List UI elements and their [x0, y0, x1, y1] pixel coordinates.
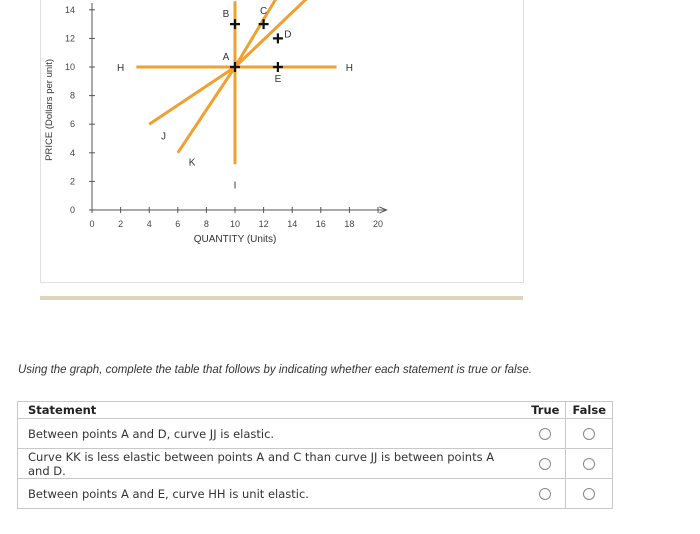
- point-label-d: D: [284, 29, 292, 41]
- table-row: [18, 419, 613, 449]
- point-marker-b: [230, 19, 240, 29]
- y-tick-label: 0: [69, 205, 75, 215]
- true-cell: [525, 419, 566, 449]
- point-label-a: A: [222, 52, 230, 63]
- true-radio[interactable]: [539, 488, 551, 500]
- x-tick-label: 8: [203, 219, 209, 229]
- point-label-e: E: [274, 74, 282, 85]
- curve-kk: [178, 67, 235, 153]
- true-radio[interactable]: [539, 428, 551, 440]
- x-axis-title: QUANTITY (Units): [193, 234, 277, 245]
- table-header-row: [18, 402, 613, 419]
- statement-header: Statement: [18, 402, 526, 419]
- curve-dd: [235, 0, 328, 67]
- x-tick-label: 2: [118, 219, 124, 229]
- false-cell: [566, 449, 613, 479]
- false-radio[interactable]: [583, 458, 595, 470]
- y-axis-title: PRICE (Dollars per unit): [44, 58, 55, 161]
- statement-table: [17, 401, 613, 509]
- y-tick-label: 10: [64, 62, 75, 72]
- curve-label: H: [345, 63, 354, 74]
- statement-text: Between points A and D, curve JJ is elastic.: [18, 419, 526, 449]
- point-marker-e: [273, 62, 283, 72]
- graph-panel: [40, 0, 524, 283]
- table-row: [18, 479, 613, 509]
- false-header: False: [566, 402, 613, 419]
- curve-label: K: [188, 157, 196, 169]
- true-cell: [525, 479, 566, 509]
- section-divider: [40, 296, 523, 300]
- point-marker-d: [273, 33, 283, 43]
- price-quantity-graph: [41, 0, 523, 282]
- x-tick-label: 0: [89, 219, 95, 229]
- x-tick-label: 6: [175, 219, 181, 229]
- false-cell: [566, 419, 613, 449]
- x-tick-label: 10: [229, 219, 241, 229]
- x-tick-label: 20: [372, 219, 384, 229]
- x-tick-label: 4: [146, 219, 152, 229]
- curve-jj: [149, 67, 235, 124]
- curve-label: J: [161, 131, 166, 143]
- y-tick-label: 2: [69, 176, 75, 187]
- false-radio[interactable]: [583, 428, 595, 440]
- y-tick-label: 4: [69, 147, 75, 158]
- x-tick-label: 16: [315, 219, 326, 229]
- curve-label: I: [233, 180, 237, 192]
- y-tick-label: 6: [69, 119, 75, 130]
- true-header: True: [525, 402, 566, 419]
- point-label-b: B: [222, 9, 230, 21]
- statement-text: Curve KK is less elastic between points A and C than curve JJ is between points A and D.: [18, 449, 526, 479]
- y-tick-label: 8: [69, 90, 75, 101]
- y-tick-label: 14: [64, 4, 75, 15]
- statement-text: Between points A and E, curve HH is unit elastic.: [18, 479, 526, 509]
- point-label-c: C: [259, 6, 268, 18]
- true-radio[interactable]: [539, 458, 551, 470]
- curve-label: H: [116, 63, 125, 74]
- false-radio[interactable]: [583, 488, 595, 500]
- x-tick-label: 14: [287, 219, 298, 229]
- x-tick-label: 12: [258, 219, 269, 229]
- false-cell: [566, 479, 613, 509]
- table-row: [18, 449, 613, 479]
- true-cell: [525, 449, 566, 479]
- y-tick-label: 12: [64, 33, 75, 44]
- x-tick-label: 18: [344, 219, 355, 229]
- instructions-text: Using the graph, complete the table that follows by indicating whether each statement is true or false.: [18, 364, 532, 376]
